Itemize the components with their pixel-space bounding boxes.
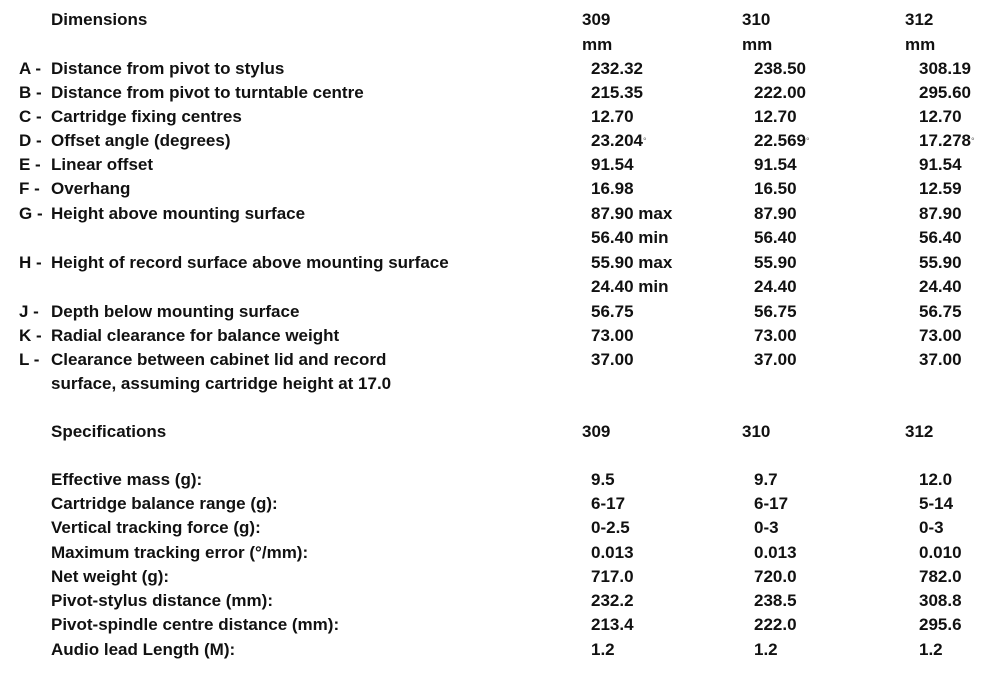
row-value-310: 37.00 <box>754 350 797 369</box>
row-value-312: 87.90 <box>919 204 962 223</box>
row-value-312: 55.90 <box>919 253 962 272</box>
spec-label: Pivot-spindle centre distance (mm): <box>51 615 340 634</box>
spec-label: Maximum tracking error (°/mm): <box>51 543 309 562</box>
row-value-309: 87.90 max <box>591 204 673 223</box>
row-label: Height above mounting surface <box>51 204 306 223</box>
row-value-310: 24.40 <box>754 277 797 296</box>
row-label: Height of record surface above mounting surface <box>51 253 449 272</box>
dimensions-title: Dimensions <box>51 10 148 29</box>
row-value-312: 12.70 <box>919 107 962 126</box>
row-letter: J - <box>19 302 39 321</box>
spec-value-310: 6-17 <box>754 494 789 513</box>
row-value-309: 91.54 <box>591 155 634 174</box>
row-value-309: 16.98 <box>591 179 634 198</box>
spec-label: Cartridge balance range (g): <box>51 494 278 513</box>
spec-value-310: 9.7 <box>754 470 778 489</box>
row-value-310: 56.75 <box>754 302 797 321</box>
spec-value-312: 308.8 <box>919 591 962 610</box>
row-value-312: 56.40 <box>919 228 962 247</box>
spec-model-309: 309 <box>582 422 611 441</box>
row-label: Clearance between cabinet lid and record <box>51 350 387 369</box>
row-value-309: 73.00 <box>591 326 634 345</box>
row-value-310: 73.00 <box>754 326 797 345</box>
row-value-310: 12.70 <box>754 107 797 126</box>
dim-unit-312: mm <box>905 35 936 54</box>
row-value-312: 308.19 <box>919 59 971 78</box>
row-label: Depth below mounting surface <box>51 302 300 321</box>
row-value-312: 37.00 <box>919 350 962 369</box>
spec-value-309: 213.4 <box>591 615 634 634</box>
row-value-312: 56.75 <box>919 302 962 321</box>
row-letter: D - <box>19 131 42 150</box>
row-letter: E - <box>19 155 41 174</box>
spec-value-309: 1.2 <box>591 640 615 659</box>
spec-value-310: 238.5 <box>754 591 797 610</box>
spec-value-312: 5-14 <box>919 494 954 513</box>
row-value-310: 222.00 <box>754 83 806 102</box>
row-value-312: 295.60 <box>919 83 971 102</box>
row-label: Offset angle (degrees) <box>51 131 231 150</box>
row-letter: A - <box>19 59 42 78</box>
row-value-310: 91.54 <box>754 155 797 174</box>
spec-label: Effective mass (g): <box>51 470 203 489</box>
spec-value-309: 0-2.5 <box>591 518 630 537</box>
spec-label: Pivot-stylus distance (mm): <box>51 591 273 610</box>
row-label: Cartridge fixing centres <box>51 107 242 126</box>
row-letter: F - <box>19 179 40 198</box>
row-value-309: 56.40 min <box>591 228 669 247</box>
spec-value-310: 720.0 <box>754 567 797 586</box>
spec-label: Audio lead Length (M): <box>51 640 236 659</box>
spec-value-309: 6-17 <box>591 494 626 513</box>
row-label: Linear offset <box>51 155 154 174</box>
row-value-310: 55.90 <box>754 253 797 272</box>
dim-unit-309: mm <box>582 35 613 54</box>
row-letter: G - <box>19 204 43 223</box>
specifications-title: Specifications <box>51 422 167 441</box>
row-value-310: 22.569° <box>754 131 810 150</box>
row-letter: C - <box>19 107 42 126</box>
row-value-309: 56.75 <box>591 302 634 321</box>
spec-value-312: 12.0 <box>919 470 953 489</box>
row-letter: K - <box>19 326 42 345</box>
spec-model-312: 312 <box>905 422 934 441</box>
dim-model-309: 309 <box>582 10 611 29</box>
row-value-309: 23.204° <box>591 131 647 150</box>
spec-model-310: 310 <box>742 422 771 441</box>
row-value-310: 16.50 <box>754 179 797 198</box>
degree-symbol: ° <box>643 136 647 146</box>
spec-value-309: 232.2 <box>591 591 634 610</box>
row-value-310: 87.90 <box>754 204 797 223</box>
spec-value-312: 0-3 <box>919 518 944 537</box>
row-label: surface, assuming cartridge height at 17.0 <box>51 374 392 393</box>
row-value-312: 24.40 <box>919 277 962 296</box>
row-value-309: 37.00 <box>591 350 634 369</box>
row-value-309: 55.90 max <box>591 253 673 272</box>
spec-value-312: 295.6 <box>919 615 962 634</box>
row-value-310: 238.50 <box>754 59 806 78</box>
spec-label: Net weight (g): <box>51 567 170 586</box>
spec-value-309: 9.5 <box>591 470 615 489</box>
dim-model-310: 310 <box>742 10 771 29</box>
spec-value-310: 1.2 <box>754 640 778 659</box>
spec-label: Vertical tracking force (g): <box>51 518 261 537</box>
spec-value-312: 1.2 <box>919 640 943 659</box>
spec-value-309: 0.013 <box>591 543 634 562</box>
spec-value-310: 0.013 <box>754 543 797 562</box>
row-letter: B - <box>19 83 42 102</box>
row-value-312: 73.00 <box>919 326 962 345</box>
row-value-309: 24.40 min <box>591 277 669 296</box>
spec-value-312: 0.010 <box>919 543 962 562</box>
dim-model-312: 312 <box>905 10 934 29</box>
row-value-309: 232.32 <box>591 59 643 78</box>
row-value-310: 56.40 <box>754 228 797 247</box>
row-value-312: 17.278° <box>919 131 975 150</box>
spec-value-312: 782.0 <box>919 567 962 586</box>
row-letter: L - <box>19 350 40 369</box>
row-label: Radial clearance for balance weight <box>51 326 340 345</box>
row-value-312: 91.54 <box>919 155 962 174</box>
spec-value-309: 717.0 <box>591 567 634 586</box>
row-label: Distance from pivot to turntable centre <box>51 83 364 102</box>
degree-symbol: ° <box>806 136 810 146</box>
row-value-309: 215.35 <box>591 83 643 102</box>
row-label: Distance from pivot to stylus <box>51 59 285 78</box>
dim-unit-310: mm <box>742 35 773 54</box>
row-value-312: 12.59 <box>919 179 962 198</box>
spec-value-310: 222.0 <box>754 615 797 634</box>
row-letter: H - <box>19 253 42 272</box>
row-value-309: 12.70 <box>591 107 634 126</box>
row-label: Overhang <box>51 179 131 198</box>
spec-value-310: 0-3 <box>754 518 779 537</box>
degree-symbol: ° <box>971 136 975 146</box>
